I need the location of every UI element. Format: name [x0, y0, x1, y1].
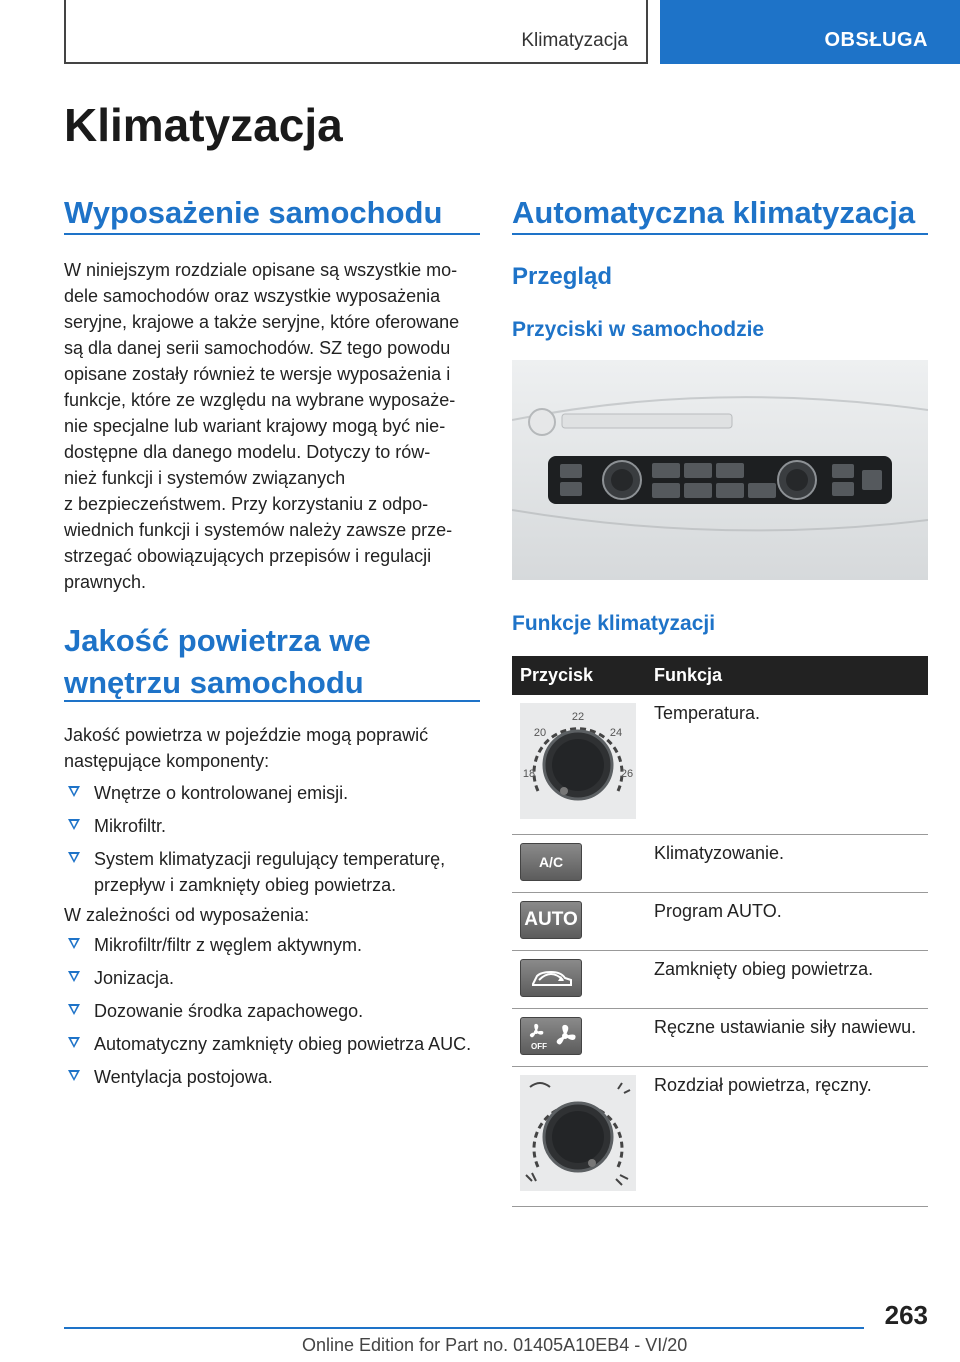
- fan-icon: [521, 1018, 581, 1054]
- text-line: wiednich funkcji i systemów należy zawsze prze‐: [64, 520, 453, 540]
- text-line: są dla danej serii samochodów. SZ tego powodu: [64, 338, 451, 358]
- list-item: [64, 998, 480, 1024]
- equip-list: [64, 932, 480, 1097]
- triangle-bullet-icon: [68, 852, 80, 863]
- list-item: [64, 780, 480, 806]
- table-cell-function: Ręczne ustawianie siły nawiewu.: [646, 1009, 928, 1067]
- text-line: dostępne dla danego modelu. Dotyczy to rów‐: [64, 442, 431, 462]
- list-item: [64, 1031, 480, 1057]
- triangle-bullet-icon: [68, 938, 80, 949]
- page-number: 263: [884, 1300, 928, 1330]
- table-cell-icon: [512, 951, 646, 1009]
- list-item-text: Mikrofiltr.: [94, 816, 166, 836]
- heading-rule: [64, 700, 480, 702]
- table-cell-icon: [512, 695, 646, 835]
- text-line: nież funkcji i systemów związanych: [64, 468, 346, 488]
- footer-rule: [64, 1327, 864, 1329]
- recirculation-button-icon: [520, 959, 582, 997]
- fan-off-label: OFF: [531, 1042, 547, 1051]
- list-item-text: Wentylacja postojowa.: [94, 1067, 273, 1087]
- list-item: [64, 846, 480, 898]
- ac-button-icon: A/C: [520, 843, 582, 881]
- list-item-text: Dozowanie środka zapachowego.: [94, 1001, 364, 1021]
- text-line: W niniejszym rozdziale opisane są wszystkie mo‐: [64, 260, 458, 280]
- table-cell-icon: [512, 1067, 646, 1207]
- text-line: prawnych.: [64, 572, 147, 592]
- list-item: [64, 1064, 480, 1090]
- text-line: z bezpieczeństwem. Przy korzystaniu z odpo‐: [64, 494, 429, 514]
- list-item: [64, 813, 480, 839]
- heading-rule: [512, 233, 928, 235]
- header-section-box: [64, 0, 648, 64]
- text-line: funkcje, które ze względu na wybrane wyposaże‐: [64, 390, 456, 410]
- heading-air-quality: [64, 620, 371, 704]
- table-cell-icon: [512, 1009, 646, 1067]
- heading-overview: Przegląd: [512, 263, 613, 290]
- col-header-button: Przycisk: [512, 656, 646, 695]
- text-line: Jakość powietrza w pojeździe mogą poprawić: [64, 725, 429, 745]
- triangle-bullet-icon: [68, 971, 80, 982]
- equip-intro: W zależności od wyposażenia:: [64, 905, 310, 925]
- dial-label: 24: [609, 727, 623, 739]
- page-title: Klimatyzacja: [64, 99, 343, 151]
- table-row: [512, 1009, 928, 1067]
- air-components-list: [64, 780, 480, 905]
- table-header-row: [512, 656, 928, 695]
- text-line: nie specjalne lub wariant krajowy mogą być nie‐: [64, 416, 446, 436]
- list-item-text: Wnętrze o kontrolowanej emisji.: [94, 783, 349, 803]
- climate-panel-photo: [512, 360, 928, 580]
- heading-rule: [64, 233, 480, 235]
- table-row: [512, 695, 928, 835]
- heading-line: Jakość powietrza we: [64, 623, 371, 658]
- footer-edition: Online Edition for Part no. 01405A10EB4 - VI/20: [302, 1335, 688, 1355]
- dial-label: 26: [620, 768, 634, 780]
- triangle-bullet-icon: [68, 1070, 80, 1081]
- list-item-text: System klimatyzacji regulujący temperaturę, przepływ i zamknięty obieg powietrza.: [94, 849, 446, 895]
- text-line: strzegać obowiązujących przepisów i regulacji: [64, 546, 432, 566]
- air-intro: [64, 722, 484, 774]
- heading-auto-climate: Automatyczna klimatyzacja: [512, 195, 916, 230]
- header-chapter-label: OBSŁUGA: [824, 29, 928, 51]
- list-item: [64, 932, 480, 958]
- list-item-text: Automatyczny zamknięty obieg powietrza AUC.: [94, 1034, 472, 1054]
- heading-buttons: Przyciski w samochodzie: [512, 318, 765, 341]
- air-distribution-dial-icon: [520, 1075, 636, 1191]
- table-cell-function: Klimatyzowanie.: [646, 835, 928, 893]
- triangle-bullet-icon: [68, 1004, 80, 1015]
- triangle-bullet-icon: [68, 819, 80, 830]
- recirculation-car-icon: [521, 960, 581, 996]
- temperature-dial-icon: [520, 703, 636, 819]
- table-cell-function: Rozdział powietrza, ręczny.: [646, 1067, 928, 1207]
- table-cell-icon: [512, 893, 646, 951]
- table-cell-function: Zamknięty obieg powietrza.: [646, 951, 928, 1009]
- dial-label: 22: [571, 711, 585, 723]
- list-item-text: Mikrofiltr/filtr z węglem aktywnym.: [94, 935, 363, 955]
- fan-button-icon: [520, 1017, 582, 1055]
- text-line: opisane zostały również te wersje wyposażenia i: [64, 364, 451, 384]
- dial-label: 20: [533, 727, 547, 739]
- table-row: [512, 893, 928, 951]
- list-item-text: Jonizacja.: [94, 968, 175, 988]
- heading-line: wnętrzu samochodu: [64, 665, 364, 700]
- header-section-title: Klimatyzacja: [521, 30, 628, 51]
- text-line: seryjne, krajowe a także seryjne, które oferowane: [64, 312, 460, 332]
- table-row: [512, 1067, 928, 1207]
- header-chapter-tab[interactable]: [660, 0, 960, 64]
- functions-table: [512, 656, 928, 1207]
- auto-button-icon: AUTO: [520, 901, 582, 939]
- equipment-paragraph: [64, 257, 494, 595]
- triangle-bullet-icon: [68, 786, 80, 797]
- table-cell-function: Program AUTO.: [646, 893, 928, 951]
- text-line: następujące komponenty:: [64, 751, 270, 771]
- list-item: [64, 965, 480, 991]
- col-header-function: Funkcja: [646, 656, 928, 695]
- text-line: dele samochodów oraz wszystkie wyposażenia: [64, 286, 441, 306]
- table-cell-icon: [512, 835, 646, 893]
- heading-equipment: Wyposażenie samochodu: [64, 195, 443, 230]
- table-cell-function: Temperatura.: [646, 695, 928, 835]
- heading-functions: Funkcje klimatyzacji: [512, 612, 716, 635]
- table-row: [512, 835, 928, 893]
- dial-label: 18: [522, 768, 536, 780]
- triangle-bullet-icon: [68, 1037, 80, 1048]
- table-row: [512, 951, 928, 1009]
